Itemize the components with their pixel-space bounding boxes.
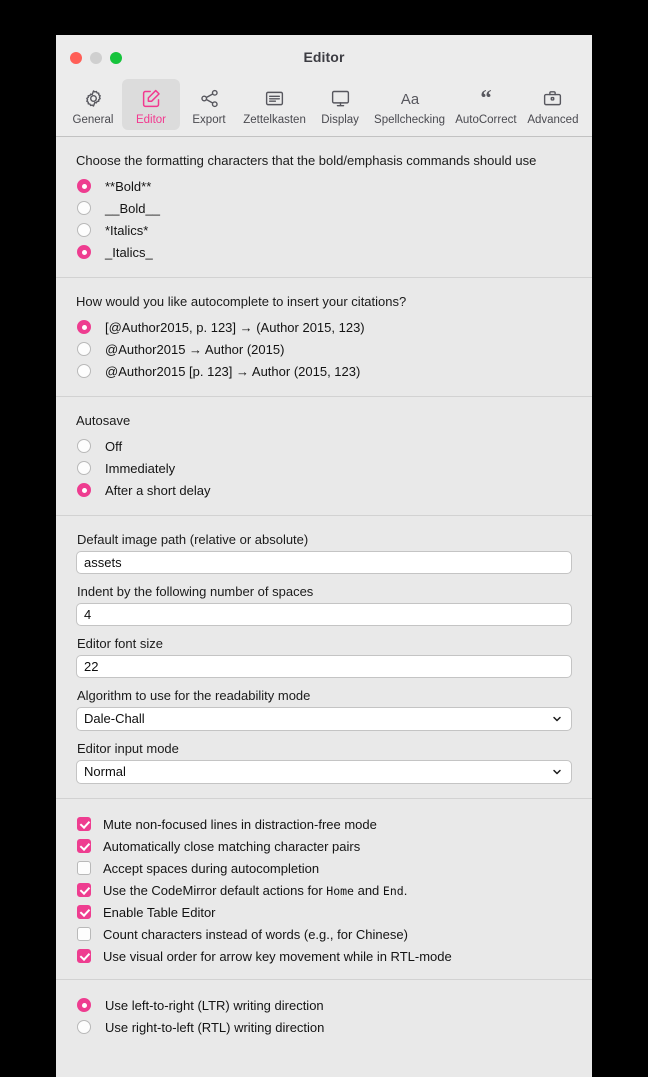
radio-row-citation-simple[interactable] [76,338,572,360]
preferences-window [56,35,592,1035]
checkbox-label: Accept spaces during autocompletion [103,860,320,876]
checkbox-label: Enable Table Editor [103,904,216,920]
image-path-label: Default image path (relative or absolute) [77,532,309,547]
radio-autosave-delay[interactable] [77,483,91,497]
radio-citation-simple[interactable] [77,342,91,356]
svg-text:“: “ [480,85,492,110]
checkbox-label-tail: . [403,882,408,898]
radio-label: __Bold__ [105,200,160,216]
checkbox-auto-close-pairs[interactable] [77,839,91,853]
indent-input[interactable] [76,603,572,626]
preferences-content [56,137,592,1077]
input-mode-select[interactable] [76,760,572,784]
section-citations [56,277,592,396]
tab-label: General [72,114,114,126]
checkbox-mute-non-focused[interactable] [77,817,91,831]
radio-row-bold-asterisk[interactable] [76,175,572,197]
tab-label: Zettelkasten [243,114,306,126]
checkbox-row-accept-spaces[interactable] [76,857,572,879]
share-icon [199,85,220,111]
radio-italics-underscore[interactable] [77,245,91,259]
key-end: End [382,883,404,898]
checkbox-label: Use visual order for arrow key movement while in RTL-mode [103,948,452,964]
card-text-icon [264,85,285,111]
font-size-label: Editor font size [77,636,163,651]
radio-row-bold-underscore[interactable] [76,197,572,219]
svg-text:Aa: Aa [400,91,419,108]
tab-editor[interactable] [122,79,180,130]
checkbox-label [103,883,407,898]
input-mode-label: Editor input mode [77,741,179,756]
readability-value: Dale-Chall [84,711,145,726]
chevron-down-icon [551,708,563,730]
formatting-group-label: Choose the formatting characters that the bold/emphasis commands should use [76,153,537,168]
radio-row-autosave-immediately[interactable] [76,457,572,479]
radio-label: Off [105,438,123,454]
quote-icon [475,85,497,111]
radio-citation-page[interactable] [77,364,91,378]
radio-label: After a short delay [105,482,211,498]
section-writing-direction [56,979,592,1050]
radio-row-rtl[interactable] [76,1016,572,1038]
tab-label: Editor [135,114,167,126]
radio-autosave-immediately[interactable] [77,461,91,475]
radio-row-citation-full[interactable] [76,316,572,338]
input-mode-value: Normal [84,764,126,779]
checkbox-label: Mute non-focused lines in distraction-free mode [103,816,377,832]
tab-autocorrect[interactable] [450,79,522,130]
aa-icon [395,85,425,111]
checkbox-accept-spaces[interactable] [77,861,91,875]
briefcase-icon [542,85,563,111]
radio-citation-full[interactable] [77,320,91,334]
checkbox-row-visual-order-rtl[interactable] [76,945,572,967]
checkbox-row-count-characters[interactable] [76,923,572,945]
tab-label: Advanced [527,114,579,126]
radio-autosave-off[interactable] [77,439,91,453]
chevron-down-icon [551,761,563,783]
checkbox-row-codemirror-home-end[interactable] [76,879,572,901]
tab-label: Display [321,114,359,126]
tab-label: Export [192,114,226,126]
readability-select[interactable] [76,707,572,731]
checkbox-label: Automatically close matching character pairs [103,838,361,854]
checkbox-label-text: Use the CodeMirror default actions for [103,882,323,898]
gear-icon [83,85,104,111]
readability-label: Algorithm to use for the readability mode [77,688,311,703]
checkbox-row-table-editor[interactable] [76,901,572,923]
tab-display[interactable] [311,79,369,130]
radio-label: Use left-to-right (LTR) writing direction [105,997,324,1013]
tab-general[interactable] [64,79,122,130]
checkbox-count-characters[interactable] [77,927,91,941]
checkbox-codemirror-home-end[interactable] [77,883,91,897]
radio-row-ltr[interactable] [76,994,572,1016]
radio-label: _Italics_ [105,244,153,260]
radio-row-autosave-off[interactable] [76,435,572,457]
checkbox-label: Count characters instead of words (e.g., for Chinese) [103,926,408,942]
image-path-input[interactable] [76,551,572,574]
radio-rtl[interactable] [77,1020,91,1034]
pencil-square-icon [141,85,162,111]
preferences-toolbar [56,79,592,137]
section-editor-toggles [56,798,592,979]
citations-group-label: How would you like autocomplete to insert your citations? [76,294,407,309]
tab-label: AutoCorrect [455,114,517,126]
radio-bold-asterisk[interactable] [77,179,91,193]
checkbox-visual-order-rtl[interactable] [77,949,91,963]
monitor-icon [330,85,351,111]
section-formatting-characters [56,137,592,277]
radio-label: *Italics* [105,222,149,238]
window-title: Editor [303,49,345,65]
radio-label: Use right-to-left (RTL) writing direction [105,1019,325,1035]
tab-advanced[interactable] [522,79,584,130]
tab-label: Spellchecking [374,114,445,126]
section-autosave [56,396,592,515]
title-bar [56,35,592,79]
checkbox-row-auto-close-pairs[interactable] [76,835,572,857]
radio-label: @Author2015 [p. 123] → Author (2015, 123) [105,363,361,379]
indent-label: Indent by the following number of spaces [77,584,314,599]
checkbox-label-middle: and [353,882,383,898]
radio-ltr[interactable] [77,998,91,1012]
radio-italics-asterisk[interactable] [77,223,91,237]
radio-label: @Author2015 → Author (2015) [105,341,285,357]
radio-row-citation-page[interactable] [76,360,572,382]
radio-row-italics-underscore[interactable] [76,241,572,263]
radio-label: **Bold** [105,178,152,194]
radio-row-italics-asterisk[interactable] [76,219,572,241]
radio-bold-underscore[interactable] [77,201,91,215]
radio-label: Immediately [105,460,176,476]
radio-label: [@Author2015, p. 123] → (Author 2015, 123) [105,319,365,335]
radio-row-autosave-delay[interactable] [76,479,572,501]
font-size-input[interactable] [76,655,572,678]
tab-export[interactable] [180,79,238,130]
tab-zettelkasten[interactable] [238,79,311,130]
tab-spellchecking[interactable] [369,79,450,130]
section-editor-fields [56,515,592,798]
checkbox-row-mute-non-focused[interactable] [76,813,572,835]
checkbox-table-editor[interactable] [77,905,91,919]
key-home: Home [326,883,354,898]
autosave-group-label: Autosave [76,413,131,428]
